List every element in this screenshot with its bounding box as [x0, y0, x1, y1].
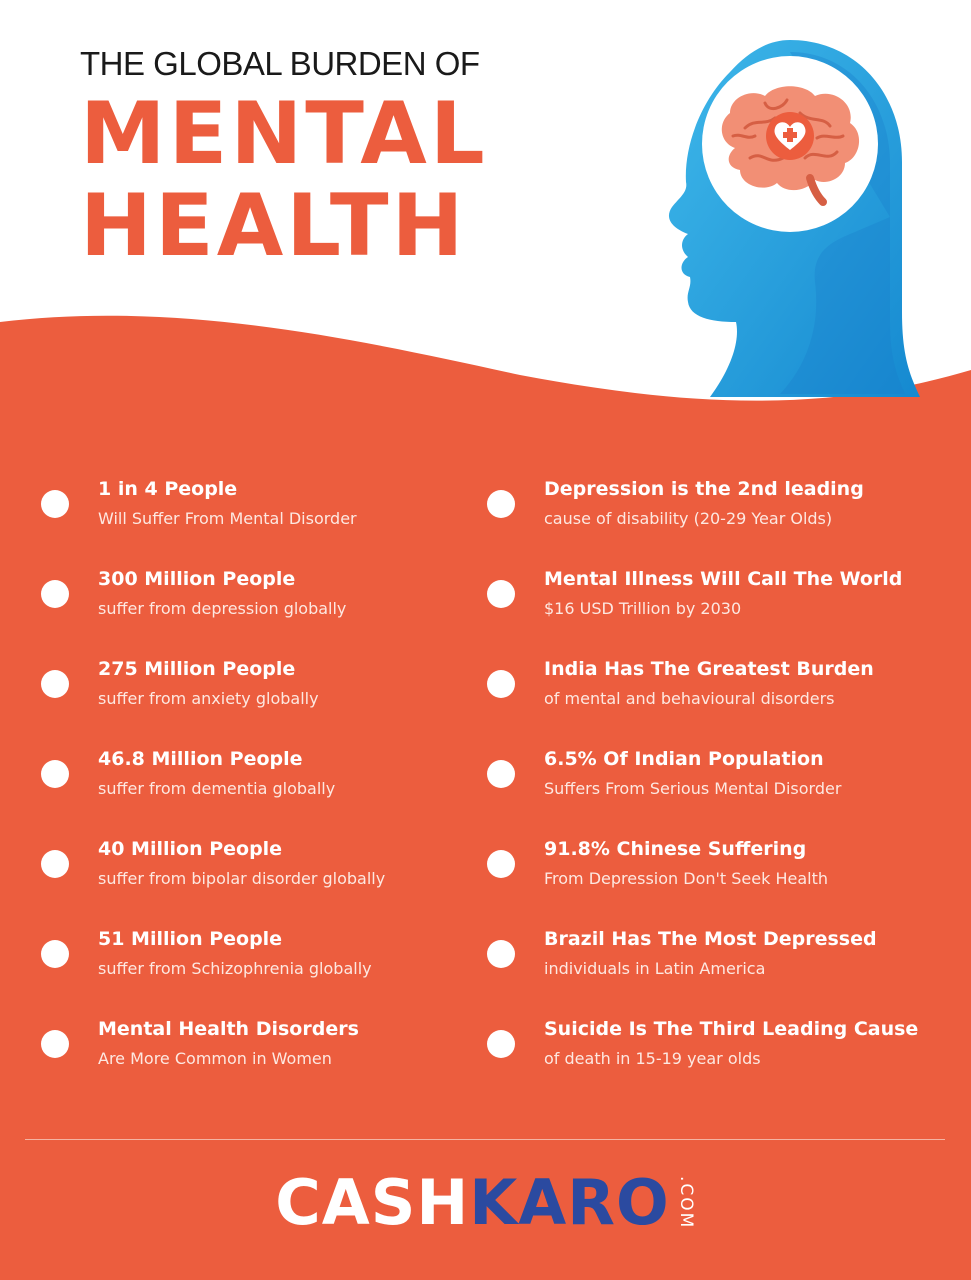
stat-detail: of mental and behavioural disorders [544, 689, 835, 708]
footer-divider [25, 1139, 945, 1140]
stat-item [98, 926, 498, 980]
stat-detail: suffer from depression globally [98, 599, 347, 618]
bullet-icon [487, 580, 515, 608]
bullet-icon [41, 940, 69, 968]
stat-headline: Brazil Has The Most Depressed [544, 928, 877, 950]
stat-detail: suffer from Schizophrenia globally [98, 959, 372, 978]
bullet-icon [487, 670, 515, 698]
stat-headline: Suicide Is The Third Leading Cause [544, 1018, 919, 1040]
stat-item [544, 566, 944, 620]
stat-detail: suffer from anxiety globally [98, 689, 319, 708]
stat-detail: suffer from bipolar disorder globally [98, 869, 386, 888]
bullet-icon [41, 760, 69, 788]
stat-headline: 6.5% Of Indian Population [544, 748, 824, 770]
stat-headline: India Has The Greatest Burden [544, 658, 874, 680]
bullet-icon [41, 670, 69, 698]
stat-item [98, 656, 498, 710]
bullet-icon [487, 760, 515, 788]
stat-headline: 1 in 4 People [98, 478, 238, 500]
stat-headline: 275 Million People [98, 658, 296, 680]
cashkaro-logo [0, 1168, 971, 1238]
stat-headline: 46.8 Million People [98, 748, 303, 770]
stat-item [98, 476, 498, 530]
stat-item [544, 1016, 944, 1070]
stat-item [98, 566, 498, 620]
title-prefix: THE GLOBAL BURDEN OF [80, 45, 480, 82]
stat-item [544, 926, 944, 980]
stat-item [544, 476, 944, 530]
logo-com: .COM [675, 1176, 696, 1230]
stat-headline: 91.8% Chinese Suffering [544, 838, 807, 860]
bullet-icon [487, 490, 515, 518]
stat-detail: Suffers From Serious Mental Disorder [544, 779, 842, 798]
stat-detail: $16 USD Trillion by 2030 [544, 599, 742, 618]
stat-detail: of death in 15-19 year olds [544, 1049, 761, 1068]
bullet-icon [41, 1030, 69, 1058]
title-mental: MENTAL [80, 84, 488, 184]
bullet-icon [487, 850, 515, 878]
stat-item [98, 1016, 498, 1070]
bullet-icon [41, 580, 69, 608]
stat-headline: Mental Illness Will Call The World [544, 568, 903, 590]
stat-detail: cause of disability (20-29 Year Olds) [544, 509, 833, 528]
stat-headline: Mental Health Disorders [98, 1018, 359, 1040]
stat-detail: Are More Common in Women [98, 1049, 332, 1068]
stat-item [544, 746, 944, 800]
bullet-icon [487, 1030, 515, 1058]
logo-karo: KARO [469, 1166, 670, 1239]
title-block [80, 44, 488, 276]
stat-item [98, 836, 498, 890]
bullet-icon [41, 850, 69, 878]
stat-detail: suffer from dementia globally [98, 779, 336, 798]
title-health: HEALTH [80, 176, 467, 276]
stat-item [98, 746, 498, 800]
stat-headline: 51 Million People [98, 928, 283, 950]
bullet-icon [487, 940, 515, 968]
stat-item [544, 836, 944, 890]
stat-headline: 40 Million People [98, 838, 283, 860]
brain-icon [705, 78, 875, 208]
stat-item [544, 656, 944, 710]
stat-detail: individuals in Latin America [544, 959, 766, 978]
logo-cash: CASH [275, 1166, 470, 1239]
stat-headline: 300 Million People [98, 568, 296, 590]
stat-detail: Will Suffer From Mental Disorder [98, 509, 357, 528]
bullet-icon [41, 490, 69, 518]
stat-detail: From Depression Don't Seek Health [544, 869, 828, 888]
stat-headline: Depression is the 2nd leading [544, 478, 864, 500]
